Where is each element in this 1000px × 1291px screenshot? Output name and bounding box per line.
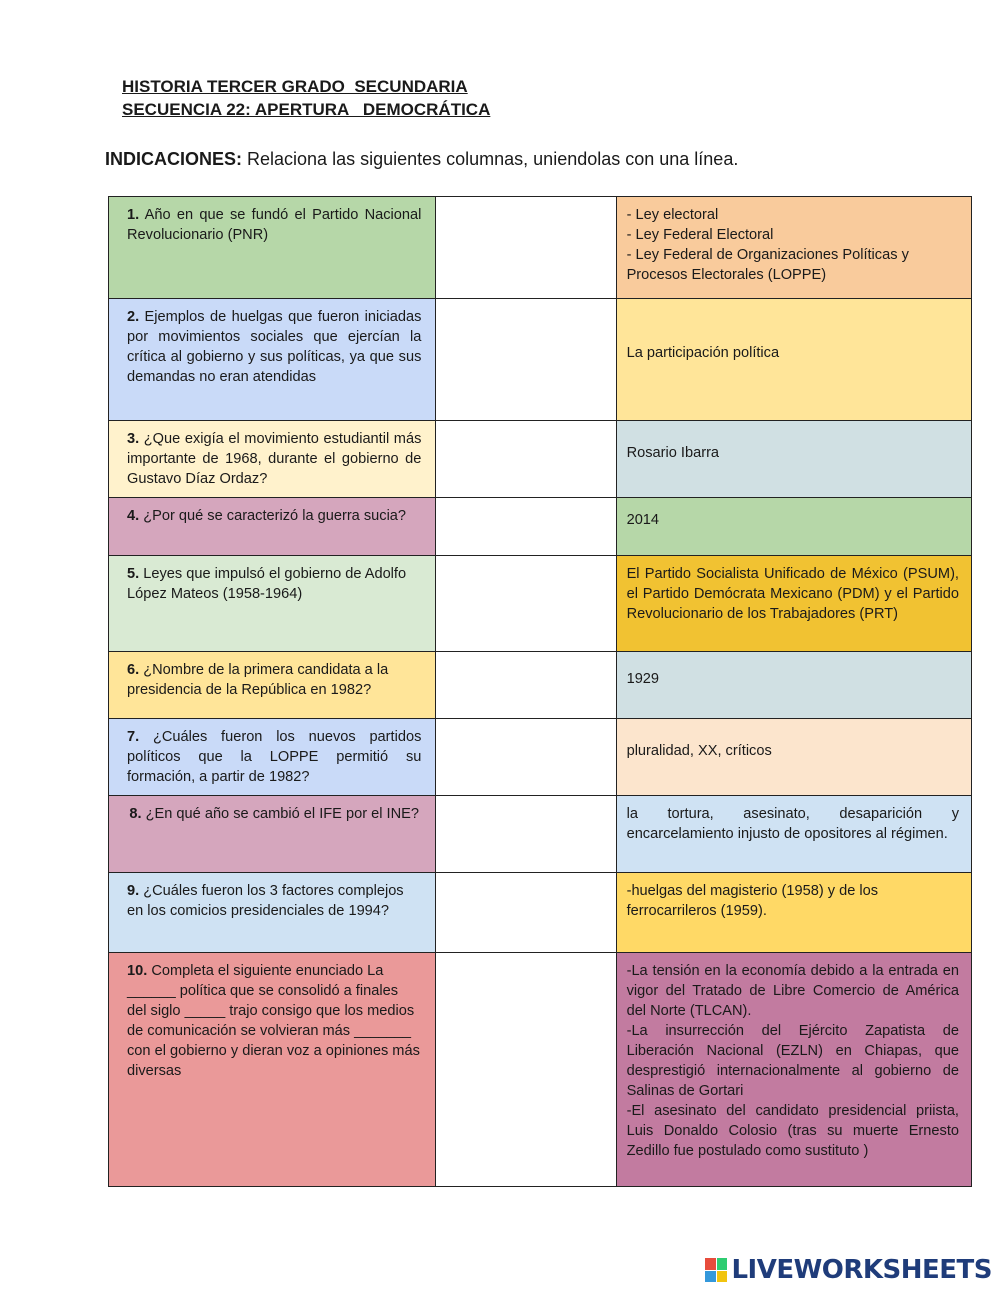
matching-row xyxy=(109,719,972,796)
question-number: 6. xyxy=(127,662,140,678)
answer-line: - Ley Federal Electoral xyxy=(626,227,774,243)
question-number: 1. xyxy=(127,207,140,223)
answer-line: la tortura, asesinato, desaparición y encarcelamiento injusto de opositores al régimen. xyxy=(626,806,959,842)
question-cell xyxy=(109,652,436,719)
question-number: 3. xyxy=(127,431,140,447)
connection-space[interactable] xyxy=(436,299,616,421)
question-text: Completa el siguiente enunciado La ______ política que se consolidó a finales del siglo _____ trajo consigo que los medios de comunicación se volvieran más _______ con el gobierno y dieran voz a opiniones más diversas xyxy=(127,963,420,1079)
answer-line: 2014 xyxy=(626,512,660,528)
answer-line: 1929 xyxy=(626,670,660,687)
matching-row xyxy=(109,652,972,719)
answer-line: pluralidad, XX, críticos xyxy=(626,742,772,759)
answer-cell xyxy=(616,652,971,719)
question-number: 2. xyxy=(127,309,140,325)
answer-line: -El asesinato del candidato presidencial priista, Luis Donaldo Colosio (tras su muerte Ernesto Zedillo fue postulado como sustituto ) xyxy=(626,1103,959,1159)
logo-text: LIVEWORKSHEETS xyxy=(731,1255,992,1285)
question-number: 10. xyxy=(127,963,148,979)
answer-cell xyxy=(616,299,971,421)
connection-space[interactable] xyxy=(436,953,616,1187)
answer-cell xyxy=(616,953,971,1187)
question-text: ¿Por qué se caracterizó la guerra sucia? xyxy=(139,508,407,524)
question-number: 8. xyxy=(129,806,142,822)
answer-line: El Partido Socialista Unificado de México (PSUM), el Partido Demócrata Mexicano (PDM) y el Partido Revolucionario de los Trabajadores (PRT) xyxy=(626,566,959,622)
connection-space[interactable] xyxy=(436,719,616,796)
answer-cell xyxy=(616,796,971,873)
answer-cell xyxy=(616,719,971,796)
question-cell xyxy=(109,498,436,556)
answer-line: -huelgas del magisterio (1958) y de los ferrocarrileros (1959). xyxy=(626,883,879,919)
question-text: Año en que se fundó el Partido Nacional Revolucionario (PNR) xyxy=(127,207,422,243)
question-cell xyxy=(109,299,436,421)
question-text: ¿Cuáles fueron los nuevos partidos políticos que la LOPPE permitió su formación, a partir de 1982? xyxy=(127,729,422,785)
worksheet-title: HISTORIA TERCER GRADO SECUNDARIA xyxy=(122,77,468,96)
question-cell xyxy=(109,556,436,652)
answer-line: - Ley Federal de Organizaciones Políticas y Procesos Electorales (LOPPE) xyxy=(626,247,909,283)
answer-cell xyxy=(616,421,971,498)
question-cell xyxy=(109,197,436,299)
matching-row xyxy=(109,498,972,556)
matching-row xyxy=(109,953,972,1187)
answer-line: -La tensión en la economía debido a la entrada en vigor del Tratado de Libre Comercio de América del Norte (TLCAN). xyxy=(626,963,959,1019)
answer-cell xyxy=(616,498,971,556)
instructions-label: INDICACIONES: xyxy=(105,149,243,169)
question-number: 4. xyxy=(127,508,140,524)
question-number: 5. xyxy=(127,566,140,582)
answer-cell xyxy=(616,873,971,953)
instructions-text: Relaciona las siguientes columnas, uniendolas con una línea. xyxy=(242,149,739,169)
connection-space[interactable] xyxy=(436,498,616,556)
worksheet-subtitle: SECUENCIA 22: APERTURA DEMOCRÁTICA xyxy=(122,100,491,119)
question-text: Ejemplos de huelgas que fueron iniciadas por movimientos sociales que ejercían la crítica al gobierno y sus políticas, ya que sus demandas no eran atendidas xyxy=(127,309,422,385)
question-text: ¿En qué año se cambió el IFE por el INE? xyxy=(141,806,419,822)
question-cell xyxy=(109,953,436,1187)
question-number: 9. xyxy=(127,883,140,899)
matching-row xyxy=(109,197,972,299)
question-text: Leyes que impulsó el gobierno de Adolfo López Mateos (1958-1964) xyxy=(127,566,407,602)
matching-row xyxy=(109,873,972,953)
matching-table xyxy=(108,196,972,1187)
answer-cell xyxy=(616,556,971,652)
answer-line: La participación política xyxy=(626,345,780,361)
question-cell xyxy=(109,873,436,953)
question-cell xyxy=(109,421,436,498)
question-number: 7. xyxy=(127,729,140,745)
question-text: ¿Que exigía el movimiento estudiantil más importante de 1968, durante el gobierno de Gustavo Díaz Ordaz? xyxy=(127,431,422,487)
connection-space[interactable] xyxy=(436,421,616,498)
answer-cell xyxy=(616,197,971,299)
answer-line: Rosario Ibarra xyxy=(626,444,720,461)
question-cell xyxy=(109,796,436,873)
matching-row xyxy=(109,556,972,652)
answer-line: -La insurrección del Ejército Zapatista de Liberación Nacional (EZLN) en Chiapas, que desprestigió internacionalmente al gobierno de Salinas de Gortari xyxy=(626,1023,959,1099)
liveworksheets-logo xyxy=(705,1255,992,1285)
question-text: ¿Nombre de la primera candidata a la presidencia de la República en 1982? xyxy=(127,662,389,698)
question-cell xyxy=(109,719,436,796)
connection-space[interactable] xyxy=(436,873,616,953)
matching-row xyxy=(109,299,972,421)
matching-row xyxy=(109,421,972,498)
question-text: ¿Cuáles fueron los 3 factores complejos en los comicios presidenciales de 1994? xyxy=(127,883,404,919)
answer-line: - Ley electoral xyxy=(626,207,719,223)
instructions xyxy=(105,149,738,170)
connection-space[interactable] xyxy=(436,197,616,299)
connection-space[interactable] xyxy=(436,556,616,652)
connection-space[interactable] xyxy=(436,796,616,873)
matching-row xyxy=(109,796,972,873)
connection-space[interactable] xyxy=(436,652,616,719)
logo-mark-icon xyxy=(705,1258,727,1282)
